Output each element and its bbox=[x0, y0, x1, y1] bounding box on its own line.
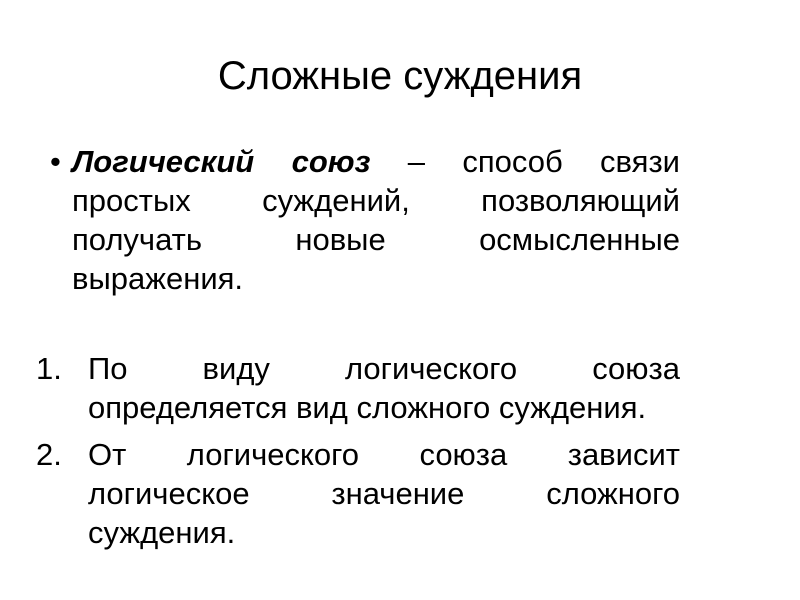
bullet-marker: • bbox=[50, 144, 61, 179]
definition-bullet bbox=[50, 142, 680, 298]
bullet-term: Логический союз bbox=[72, 144, 371, 179]
list-item-text: По виду логического союза определяется вид сложного суждения. bbox=[88, 351, 680, 425]
slide-title: Сложные суждения bbox=[217, 54, 583, 98]
numbered-list bbox=[36, 349, 680, 560]
bullet-text bbox=[72, 142, 680, 298]
list-item-1 bbox=[36, 349, 680, 427]
list-item-2 bbox=[36, 435, 680, 552]
bullet-definition: – способ связи простых суждений, позволяющий получать новые осмысленные выражения. bbox=[72, 144, 680, 296]
list-item-number: 1. bbox=[36, 351, 62, 386]
list-item-text: От логического союза зависит логическое значение сложного суждения. bbox=[88, 437, 680, 550]
list-item-number: 2. bbox=[36, 437, 62, 472]
